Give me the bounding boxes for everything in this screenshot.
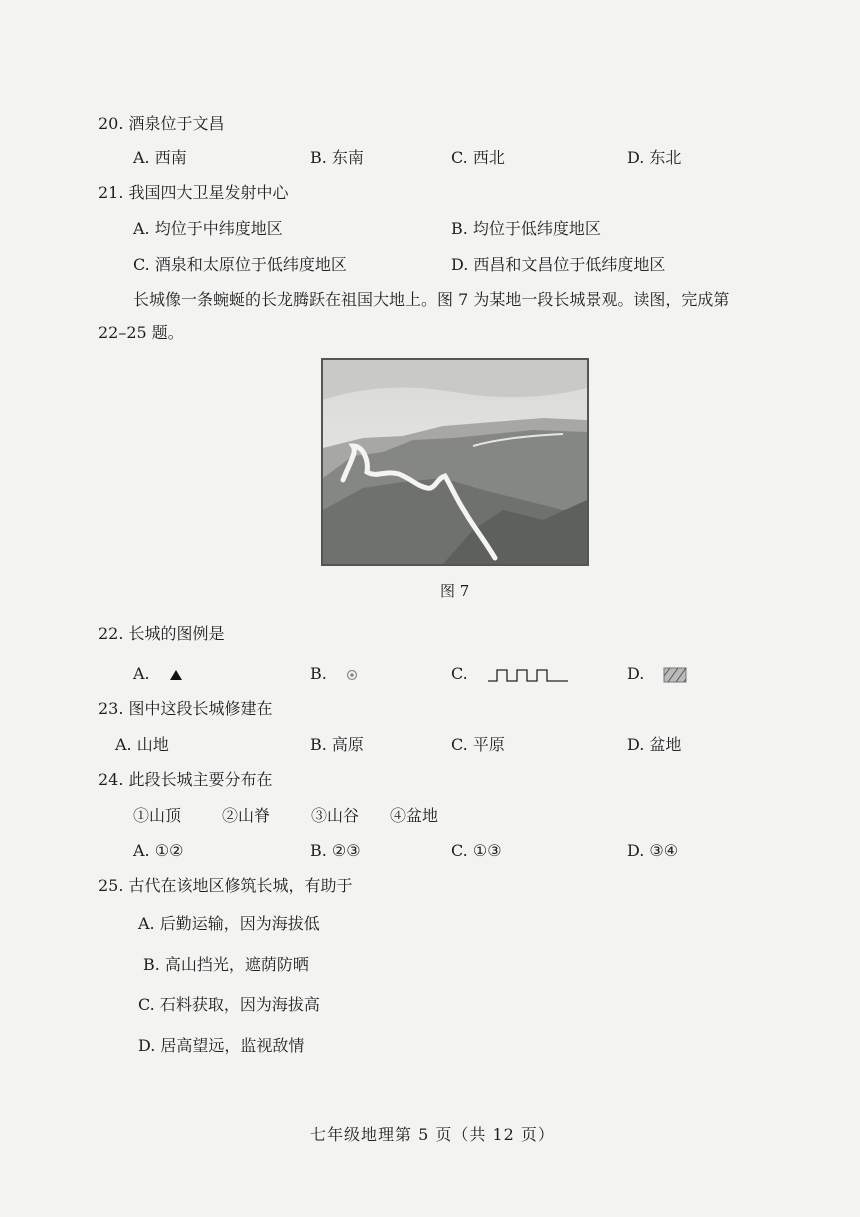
q20-option-b: B. 东南	[310, 148, 364, 167]
page-footer: 七年级地理第 5 页（共 12 页）	[310, 1125, 555, 1144]
q24-choice-2: ②山脊	[222, 806, 271, 825]
q21-option-a: A. 均位于中纬度地区	[133, 219, 283, 238]
circle-dot-icon	[346, 669, 358, 681]
q22-option-d-label: D.	[627, 664, 645, 683]
q25-option-c: C. 石料获取，因为海拔高	[138, 995, 320, 1014]
q24-choice-4: ④盆地	[390, 806, 439, 825]
q20-option-c: C. 西北	[451, 148, 505, 167]
q24-option-c: C. ①③	[451, 841, 502, 860]
question-22-stem: 22. 长城的图例是	[98, 624, 225, 643]
q22-option-a-label: A.	[133, 664, 150, 683]
q22-option-a	[133, 664, 183, 684]
triangle-peak-icon	[169, 669, 183, 681]
q22-option-b	[310, 664, 358, 684]
great-wall-landscape-image	[323, 360, 587, 564]
q25-option-b: B. 高山挡光，遮荫防晒	[143, 955, 309, 974]
q24-option-d: D. ③④	[627, 841, 679, 860]
question-24-stem: 24. 此段长城主要分布在	[98, 770, 273, 789]
q25-option-d: D. 居高望远，监视敌情	[138, 1036, 305, 1055]
question-20-stem: 20. 酒泉位于文昌	[98, 114, 225, 133]
q22-option-b-label: B.	[310, 664, 327, 683]
q23-option-c: C. 平原	[451, 735, 505, 754]
q21-option-c: C. 酒泉和太原位于低纬度地区	[133, 255, 347, 274]
q22-option-d	[627, 664, 687, 684]
q24-choice-1: ①山顶	[133, 806, 182, 825]
q24-choice-3: ③山谷	[311, 806, 360, 825]
q23-option-b: B. 高原	[310, 735, 364, 754]
question-25-stem: 25. 古代在该地区修筑长城，有助于	[98, 876, 353, 895]
intro-line-2: 22–25 题。	[98, 323, 184, 342]
hatched-area-icon	[663, 667, 687, 683]
figure-7-caption: 图 7	[440, 582, 470, 600]
q22-option-c-label: C.	[451, 664, 468, 683]
q21-option-d: D. 西昌和文昌位于低纬度地区	[451, 255, 666, 274]
q24-option-a: A. ①②	[133, 841, 184, 860]
q24-option-b: B. ②③	[310, 841, 361, 860]
q22-option-c	[451, 664, 569, 684]
intro-line-1: 长城像一条蜿蜒的长龙腾跃在祖国大地上。图 7 为某地一段长城景观。读图，完成第	[133, 290, 730, 309]
great-wall-photo	[321, 358, 589, 566]
q20-option-d: D. 东北	[627, 148, 682, 167]
q20-option-a: A. 西南	[133, 148, 187, 167]
question-21-stem: 21. 我国四大卫星发射中心	[98, 183, 289, 202]
question-23-stem: 23. 图中这段长城修建在	[98, 699, 273, 718]
great-wall-legend-icon	[487, 667, 569, 683]
q21-option-b: B. 均位于低纬度地区	[451, 219, 601, 238]
q23-option-a: A. 山地	[115, 735, 169, 754]
q23-option-d: D. 盆地	[627, 735, 682, 754]
q25-option-a: A. 后勤运输，因为海拔低	[138, 914, 320, 933]
